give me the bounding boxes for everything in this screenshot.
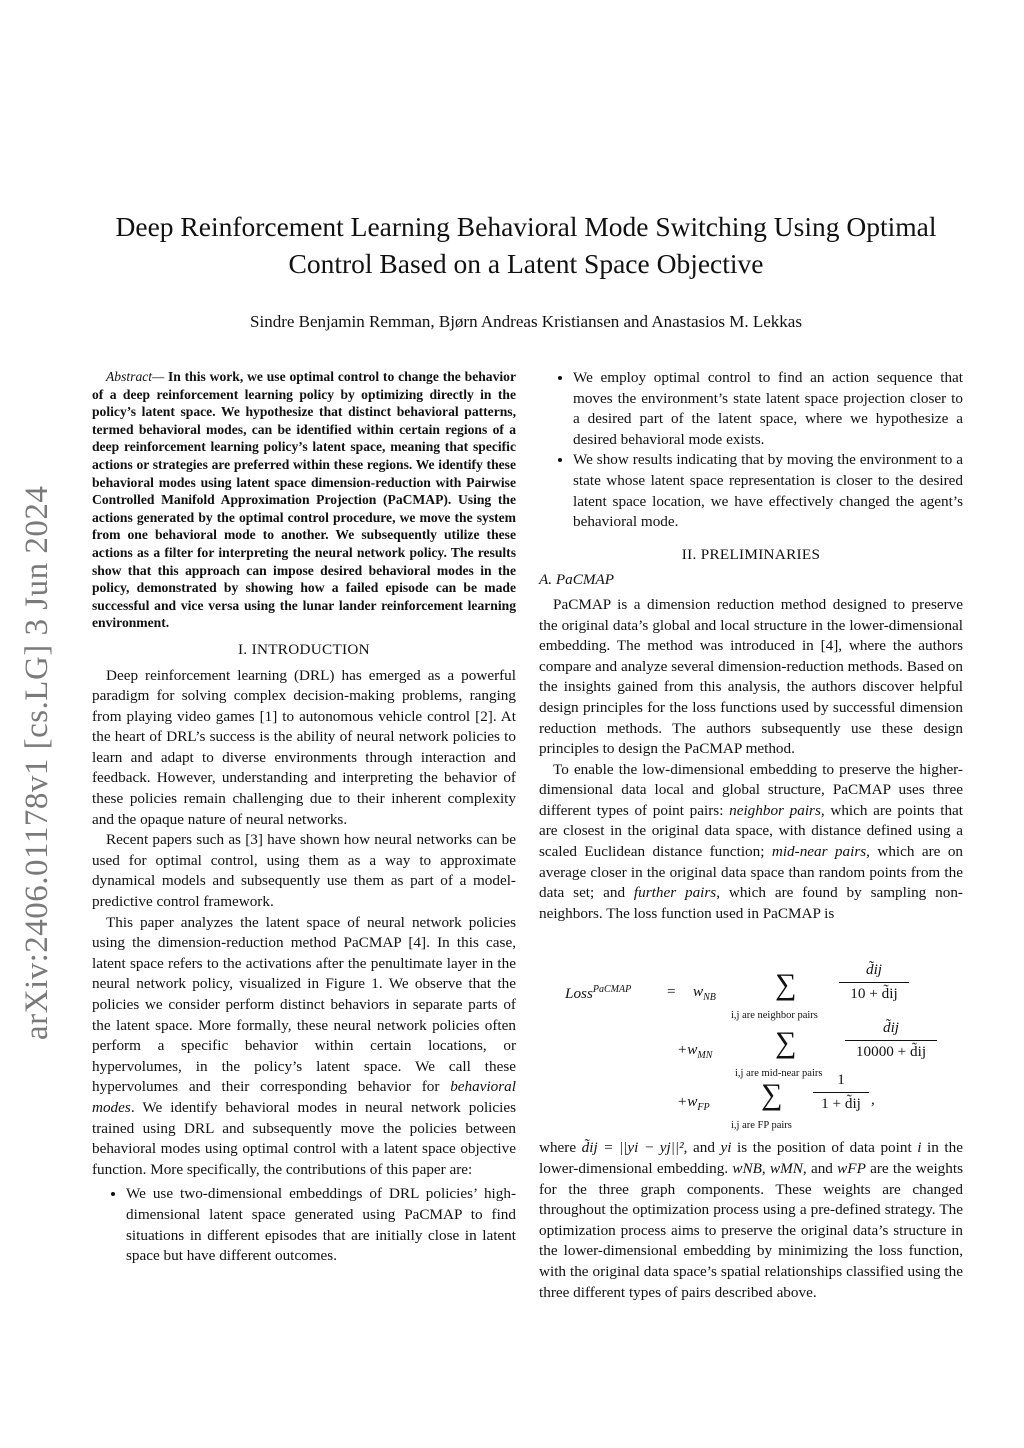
eq-weight-fp-sub: FP xyxy=(697,1102,710,1114)
eq-under-1: i,j are neighbor pairs xyxy=(731,1010,818,1022)
prelim-p3-math-2: yi xyxy=(720,1139,732,1157)
contribution-item-1: • We use two-dimensional embeddings of DRL policies’ high-dimensional latent space generated using PaCMAP to find situations in different episodes that are initially close in latent space but have different outcomes. xyxy=(126,1184,516,1266)
prelim-p3-part-b: , and xyxy=(683,1139,721,1157)
eq-lhs-text: Loss xyxy=(565,985,593,1003)
contributions-list-right xyxy=(539,368,963,533)
intro-p3-part-a: This paper analyzes the latent space of neural network policies using the dimension-reduction method PaCMAP [4]. In this case, latent space refers to the activations after the penultimate layer in the neural network policy, visualized in Figure 1. We observe that the policies we consider perform distinct behaviors in separate parts of the latent space. More formally, these neural network policies often perform a specific behavior within certain locations, or hypervolumes, in the policy’s latent space. We call these hypervolumes and their corresponding behavior for xyxy=(92,913,516,1096)
intro-p3-emphasis: behavioral modes xyxy=(92,1078,516,1116)
prelim-p3-part-a: where xyxy=(539,1139,582,1157)
eq-num-3: 1 xyxy=(813,1070,869,1093)
section-heading-introduction: I. INTRODUCTION xyxy=(238,640,370,658)
eq-sum-2: ∑ xyxy=(775,1026,797,1060)
prelim-paragraph-2 xyxy=(539,760,963,925)
paper-title: Deep Reinforcement Learning Behavioral Mode Switching Using Optimal Control Based on a Latent Space Objective xyxy=(115,211,937,279)
eq-num-1: d̃ij xyxy=(839,960,909,983)
eq-weight-mn-text: +w xyxy=(677,1041,698,1059)
eq-num-2: d̃ij xyxy=(845,1018,937,1041)
eq-den-2: 10000 + d̃ij xyxy=(855,1043,927,1061)
left-column xyxy=(92,368,516,1267)
eq-weight-fp-text: +w xyxy=(677,1093,698,1111)
eq-lhs-sup: PaCMAP xyxy=(592,984,632,996)
arxiv-stamp: arXiv:2406.01178v1 [cs.LG] 3 Jun 2024 xyxy=(19,485,55,1040)
prelim-p3-part-f: are the weights for the three graph components. These weights are changed throughout the optimization process using a pre-defined strategy. The optimization process aims to preserve the original data’s structure in the lower-dimensional embedding by minimizing the loss function, with the original data space’s spatial relationships classified using the three different types of pairs described above. xyxy=(539,1160,963,1301)
subsection-heading-pacmap: A. PaCMAP xyxy=(539,571,615,589)
prelim-p3-math-1: d̃ij = ||yi − yj||² xyxy=(581,1139,684,1157)
eq-den-1: 10 + d̃ij xyxy=(850,985,898,1003)
eq-den-3: 1 + d̃ij xyxy=(821,1095,861,1113)
prelim-paragraph-3 xyxy=(539,1138,963,1303)
prelim-p3-math-5: wFP xyxy=(837,1160,866,1178)
loss-equation xyxy=(539,940,963,1132)
contribution-item-3: • We show results indicating that by moving the environment to a state whose latent space representation is closer to the desired latent space location, we have effectively changed the agent’s behavioral mode. xyxy=(573,450,963,532)
eq-sum-1: ∑ xyxy=(775,968,797,1002)
eq-weight-nb xyxy=(693,982,716,1009)
prelim-p3-part-d: in the lower-dimensional embedding. xyxy=(539,1139,963,1178)
prelim-p2-part-c: , which are on average closer in the original data space than random points from the data set; and xyxy=(539,843,964,902)
prelim-p3-part-c: is the position of data point xyxy=(731,1139,918,1157)
prelim-p2-emphasis-1: neighbor pairs xyxy=(729,801,821,819)
eq-under-2: i,j are mid-near pairs xyxy=(735,1068,823,1080)
prelim-p2-emphasis-3: further pairs xyxy=(633,884,717,902)
paper-authors: Sindre Benjamin Remman, Bjørn Andreas Kristiansen and Anastasios M. Lekkas xyxy=(250,312,802,331)
intro-paragraph-1: Deep reinforcement learning (DRL) has emerged as a powerful paradigm for solving complex decision-making problems, ranging from playing video games [1] to autonomous vehicle control [2]. At the heart of DRL’s success is the ability of neural network policies to learn and adapt to diverse environments through interaction and feedback. However, understanding and interpreting the behavior of these policies remain challenging due to their inherent complexity and the opaque nature of neural networks. xyxy=(92,666,516,828)
abstract xyxy=(92,368,516,632)
eq-equals: = xyxy=(667,983,676,1001)
prelim-p3-part-e: and xyxy=(806,1160,838,1178)
contributions-list-left xyxy=(92,1184,516,1266)
eq-frac-3 xyxy=(813,1070,869,1114)
eq-trailing-comma: , xyxy=(871,1091,875,1109)
eq-weight-nb-sub: NB xyxy=(703,992,716,1004)
abstract-text: In this work, we use optimal control to change the behavior of a deep reinforcement learning policy by optimizing directly in the policy’s latent space. We hypothesize that distinct behavioral patterns, termed behavioral modes, can be identified within certain regions of a deep reinforcement learning policy’s latent space, meaning that specific actions or strategies are preferred within these regions. We identify these behavioral modes using latent space dimension-reduction with Pairwise Controlled Manifold Approximation Projection (PaCMAP). Using the actions generated by the optimal control procedure, we move the system from one behavioral mode to another. We subsequently utilize these actions as a filter for interpreting the neural network policy. The results show that this approach can impose desired behavioral modes in the policy, demonstrated by showing how a failed episode can be made successful and vice versa using the lunar lander reinforcement learning environment. xyxy=(92,369,516,631)
prelim-p3-math-3: i xyxy=(917,1139,922,1157)
prelim-p3-math-4: wNB, wMN, xyxy=(732,1160,807,1178)
contribution-item-2: • We employ optimal control to find an action sequence that moves the environment’s state latent space projection closer to a desired part of the latent space, where we hypothesize a desired behavioral mode exists. xyxy=(573,368,963,450)
abstract-label: Abstract— xyxy=(106,369,165,384)
prelim-p2-part-d: , which are found by sampling non-neighbors. The loss function used in PaCMAP is xyxy=(539,884,963,922)
eq-weight-mn-sub: MN xyxy=(697,1050,713,1062)
eq-under-3: i,j are FP pairs xyxy=(731,1120,792,1132)
eq-frac-2 xyxy=(845,1018,937,1062)
eq-weight-mn xyxy=(677,1040,712,1067)
prelim-p2-part-b: , which are points that are closest in the original data space, with distance defined using a scaled Euclidean distance function; xyxy=(539,801,963,861)
prelim-p2-part-a: To enable the low-dimensional embedding to preserve the higher-dimensional data local and global structure, PaCMAP uses three different types of point pairs: xyxy=(539,760,963,819)
prelim-p2-emphasis-2: mid-near pairs xyxy=(771,843,867,861)
intro-paragraph-3 xyxy=(92,913,516,1181)
intro-paragraph-2: Recent papers such as [3] have shown how neural networks can be used for optimal control, using them as a way to approximate dynamical models and subsequently use them as part of a model-predictive control framework. xyxy=(92,831,516,911)
eq-lhs xyxy=(565,980,631,1005)
eq-sum-3: ∑ xyxy=(761,1078,783,1112)
right-column xyxy=(539,368,963,1303)
section-heading-preliminaries: II. PRELIMINARIES xyxy=(681,545,821,563)
prelim-paragraph-1: PaCMAP is a dimension reduction method designed to preserve the original data’s global and local structure in the lower-dimensional embedding. The method was introduced in [4], where the authors compare and analyze several dimension-reduction methods. Based on the insights gained from this analysis, the authors discover helpful design principles for the loss functions used by successful dimension reduction methods. The authors subsequently use these design principles to design the PaCMAP method. xyxy=(539,595,963,758)
eq-frac-1 xyxy=(839,960,909,1004)
eq-weight-nb-text: w xyxy=(693,983,704,1001)
eq-weight-fp xyxy=(677,1092,710,1119)
intro-p3-part-b: . We identify behavioral modes in neural network policies trained using DRL and subsequently move the policies between behavioral modes using optimal control with a latent space objective function. More specifically, the contributions of this paper are: xyxy=(92,1098,516,1178)
